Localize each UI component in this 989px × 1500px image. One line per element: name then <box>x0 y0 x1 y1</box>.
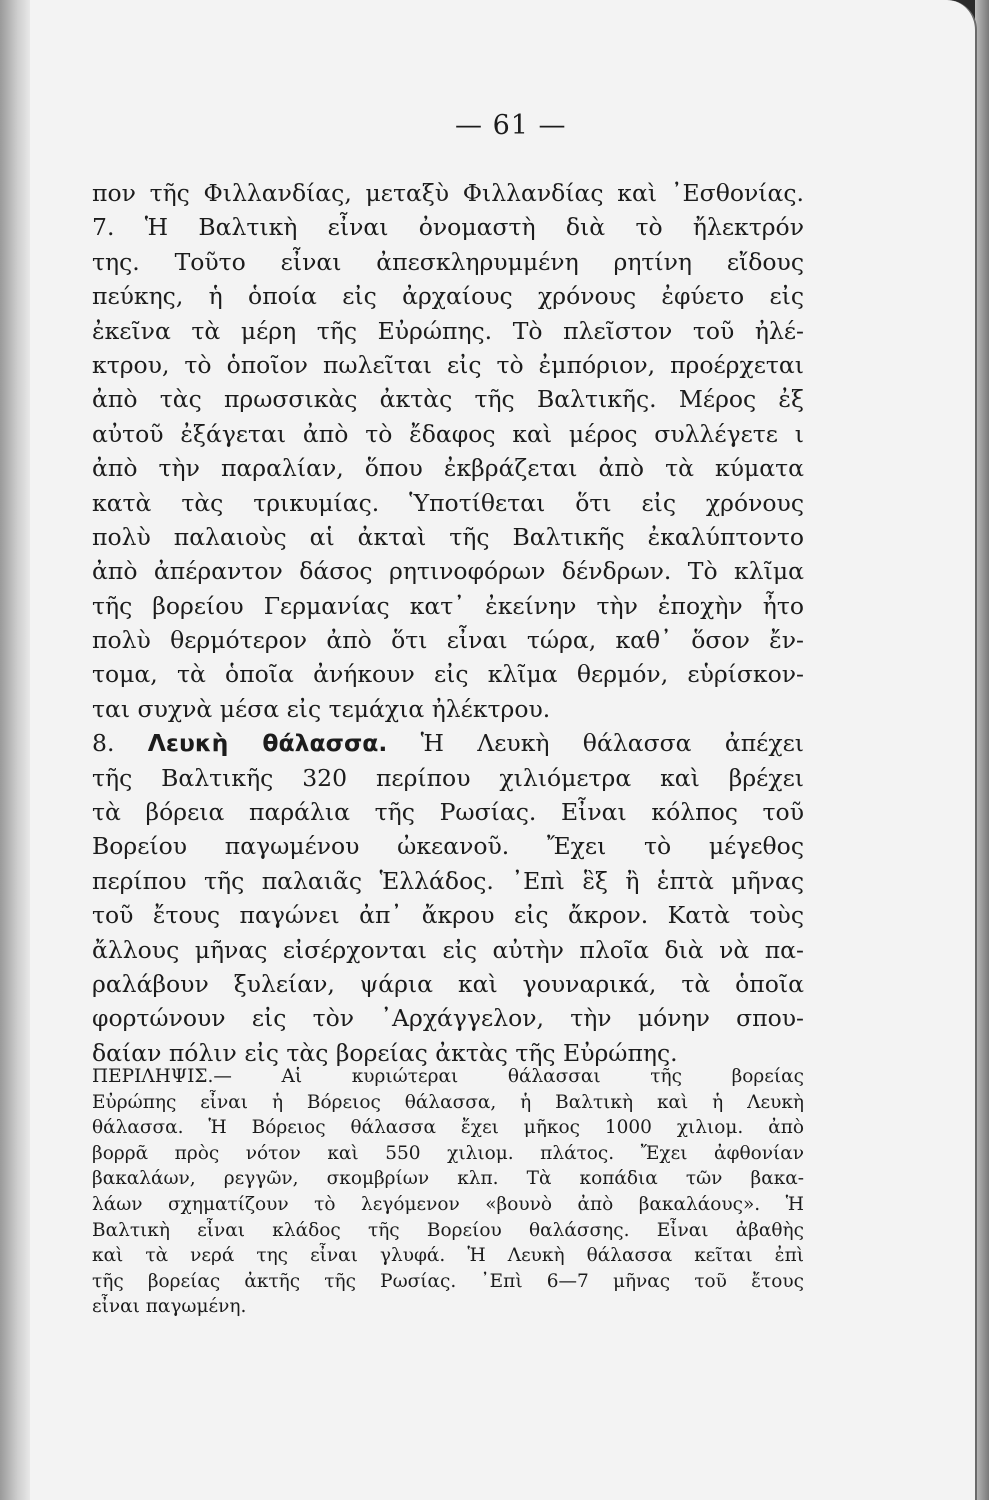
text-line: δαίαν πόλιν εἰς τὰς βορείας ἀκτὰς τῆς Εὐρώπης. <box>92 1038 678 1067</box>
text-line: τοῦ ἔτους παγώνει ἀπ᾽ ἄκρου εἰς ἄκρον. Κατὰ τοὺς <box>92 901 804 930</box>
summary-line: βορρᾶ πρὸς νότον καὶ 550 χιλιομ. πλάτος. Ἔχει ἀφθονίαν <box>92 1142 804 1164</box>
text-line: ραλάβουν ξυλείαν, ψάρια καὶ γουναρικά, τὰ ὁποῖα <box>92 969 804 998</box>
text-line: τὰ βόρεια παράλια τῆς Ρωσίας. Εἶναι κόλπος τοῦ <box>92 798 804 827</box>
summary-line: τῆς βορείας ἀκτῆς τῆς Ρωσίας. ᾿Επὶ 6—7 μῆνας τοῦ ἔτους <box>92 1270 804 1292</box>
text-line: αὐτοῦ ἐξάγεται ἀπὸ τὸ ἔδαφος καὶ μέρος συλλέγετε ι <box>92 419 804 448</box>
summary-line: καὶ τὰ νερά της εἶναι γλυφά. Ἡ Λευκὴ θάλασσα κεῖται ἐπὶ <box>92 1245 804 1267</box>
text-line: της. Τοῦτο εἶναι ἀπεσκληρυμμένη ρητίνη εἴδους <box>92 247 804 276</box>
summary-line: Βαλτικὴ εἶναι κλάδος τῆς Βορείου θαλάσσης. Εἶναι ἀβαθὴς <box>92 1219 804 1241</box>
book-gutter <box>0 0 30 1500</box>
summary-line: Εὐρώπης εἶναι ἡ Βόρειος θάλασσα, ἡ Βαλτικὴ καὶ ἡ Λευκὴ <box>92 1091 804 1113</box>
page-number: — 61 — <box>455 110 567 141</box>
text-line: πον τῆς Φιλλανδίας, μεταξὺ Φιλλανδίας καὶ ᾿Εσθονίας. <box>92 179 804 207</box>
summary-line: βακαλάων, ρεγγῶν, σκομβρίων κλπ. Τὰ κοπάδια τῶν βακα- <box>92 1168 804 1190</box>
page-edge <box>975 0 989 1500</box>
section-first-text: Ἡ Λευκὴ θάλασσα ἀπέχει <box>420 729 804 758</box>
text-line: πολὺ θερμότερον ἀπὸ ὅτι εἶναι τώρα, καθ᾽ ὅσον ἔν- <box>92 626 804 655</box>
text-line: κτρου, τὸ ὁποῖον πωλεῖται εἰς τὸ ἐμπόριον, προέρχεται <box>92 350 804 379</box>
summary-line: εἶναι παγωμένη. <box>92 1296 247 1318</box>
text-line: φορτώνουν εἰς τὸν ᾿Αρχάγγελον, τὴν μόνην σπου- <box>92 1004 804 1033</box>
summary-line: λάων σχηματίζουν τὸ λεγόμενον «βουνὸ ἀπὸ βακαλάους». Ἡ <box>92 1193 804 1215</box>
text-line: τῆς βορείου Γερμανίας κατ᾽ ἐκείνην τὴν ἐποχὴν ἦτο <box>92 591 804 620</box>
text-line: τῆς Βαλτικῆς 320 περίπου χιλιόμετρα καὶ βρέχει <box>92 763 804 792</box>
text-line: ται συχνὰ μέσα εἰς τεμάχια ἠλέκτρου. <box>92 694 551 723</box>
text-line: τομα, τὰ ὁποῖα ἀνήκουν εἰς κλῖμα θερμόν, εὑρίσκον- <box>92 660 804 689</box>
section-heading: Λευκὴ θάλασσα. <box>147 729 388 758</box>
text-line: κατὰ τὰς τρικυμίας. Ὑποτίθεται ὅτι εἰς χρόνους <box>92 488 804 517</box>
summary-line: ΠΕΡΙΛΗΨΙΣ.— Αἱ κυριώτεραι θάλασσαι τῆς βορείας <box>92 1066 804 1087</box>
text-line: ἀπὸ ἀπέραντον δάσος ρητινοφόρων δένδρων. Τὸ κλῖμα <box>92 557 804 586</box>
summary-line: θάλασσα. Ἡ Βόρειος θάλασσα ἔχει μῆκος 1000 χιλιομ. ἀπὸ <box>92 1117 804 1139</box>
text-line: ἄλλους μῆνας εἰσέρχονται εἰς αὐτὴν πλοῖα διὰ νὰ πα- <box>92 935 804 964</box>
text-line: ἀπὸ τὴν παραλίαν, ὅπου ἐκβράζεται ἀπὸ τὰ κύματα <box>92 454 804 483</box>
text-line: περίπου τῆς παλαιᾶς Ἑλλάδος. ᾿Επὶ ἓξ ἢ ἑπτὰ μῆνας <box>92 866 804 895</box>
section-8-first-line <box>92 726 804 760</box>
summary-block <box>92 1064 804 1320</box>
body-text <box>92 176 804 1070</box>
text-line: ἐκεῖνα τὰ μέρη τῆς Εὐρώπης. Τὸ πλεῖστον τοῦ ἠλέ- <box>92 316 804 345</box>
text-line: πολὺ παλαιοὺς αἱ ἀκταὶ τῆς Βαλτικῆς ἐκαλύπτοντο <box>92 522 804 551</box>
section-number: 8. <box>92 729 115 758</box>
text-line: 7. Ἡ Βαλτικὴ εἶναι ὀνομαστὴ διὰ τὸ ἤλεκτρόν <box>92 213 804 242</box>
text-line: Βορείου παγωμένου ὠκεανοῦ. Ἔχει τὸ μέγεθος <box>92 832 804 861</box>
text-line: πεύκης, ἡ ὁποία εἰς ἀρχαίους χρόνους ἐφύετο εἰς <box>92 282 804 311</box>
text-line: ἀπὸ τὰς πρωσσικὰς ἀκτὰς τῆς Βαλτικῆς. Μέρος ἐξ <box>92 385 804 414</box>
